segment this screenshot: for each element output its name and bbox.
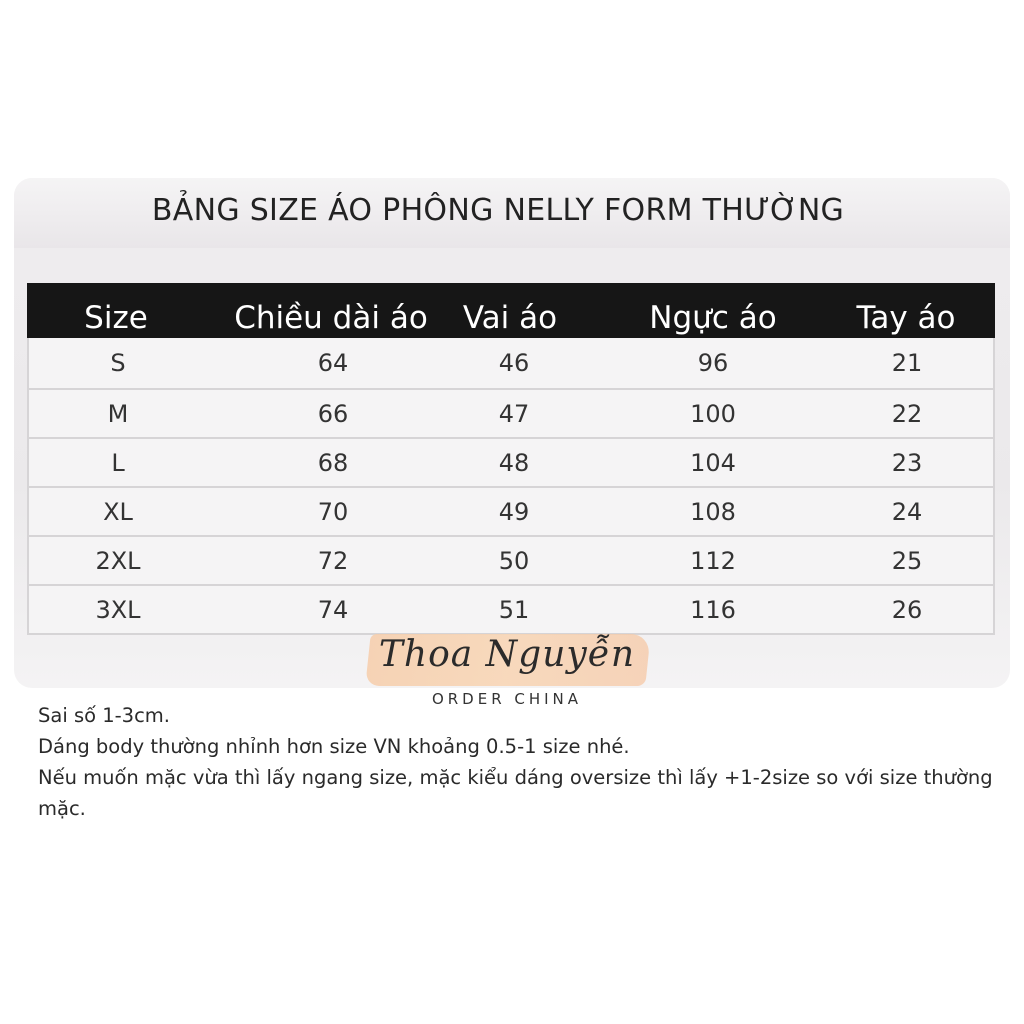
cell-length: 66 (317, 399, 349, 428)
cell-length: 70 (317, 497, 349, 526)
cell-length: 68 (317, 448, 349, 477)
note-line: Nếu muốn mặc vừa thì lấy ngang size, mặc kiểu dáng oversize thì lấy +1-2size so với size thường mặc. (38, 766, 993, 820)
logo-name: Thoa Nguyễn (378, 634, 636, 675)
cell-length: 64 (317, 349, 349, 377)
cell-size: L (111, 448, 125, 477)
cell-sleeve: 22 (891, 399, 923, 428)
cell-shoulder: 49 (498, 497, 530, 526)
cell-chest: 104 (690, 448, 736, 477)
table-row (27, 338, 995, 390)
cell-sleeve: 25 (891, 546, 923, 575)
header-shoulder: Vai áo (462, 300, 558, 336)
cell-size: 2XL (95, 546, 141, 575)
logo-tagline: ORDER CHINA (431, 690, 583, 708)
table-header (27, 283, 995, 338)
chart-title: BẢNG SIZE ÁO PHÔNG NELLY FORM THƯỜNG (151, 193, 845, 228)
cell-sleeve: 24 (891, 497, 923, 526)
cell-chest: 108 (690, 497, 736, 526)
cell-sleeve: 23 (891, 448, 923, 477)
header-sleeve: Tay áo (856, 300, 956, 336)
cell-shoulder: 46 (498, 349, 530, 377)
cell-length: 72 (317, 546, 349, 575)
header-length: Chiều dài áo (234, 300, 428, 336)
cell-chest: 112 (690, 546, 736, 575)
cell-size: S (110, 349, 126, 377)
cell-shoulder: 50 (498, 546, 530, 575)
cell-shoulder: 47 (498, 399, 530, 428)
header-chest: Ngực áo (649, 300, 777, 336)
size-notes (38, 700, 998, 824)
cell-sleeve: 26 (891, 595, 923, 624)
header-size: Size (84, 300, 148, 336)
cell-sleeve: 21 (891, 349, 923, 377)
table-row (27, 390, 995, 439)
cell-size: 3XL (95, 595, 141, 624)
cell-shoulder: 48 (498, 448, 530, 477)
note-line: Sai số 1-3cm. (38, 704, 170, 727)
cell-length: 74 (317, 595, 349, 624)
cell-chest: 116 (690, 595, 736, 624)
cell-chest: 100 (690, 399, 736, 428)
cell-size: XL (103, 497, 133, 526)
size-table (27, 283, 995, 635)
cell-shoulder: 51 (498, 595, 530, 624)
cell-chest: 96 (697, 349, 729, 377)
note-line: Dáng body thường nhỉnh hơn size VN khoảng 0.5-1 size nhé. (38, 735, 630, 758)
table-row (27, 439, 995, 488)
table-row (27, 537, 995, 586)
table-row (27, 488, 995, 537)
cell-size: M (107, 399, 129, 428)
